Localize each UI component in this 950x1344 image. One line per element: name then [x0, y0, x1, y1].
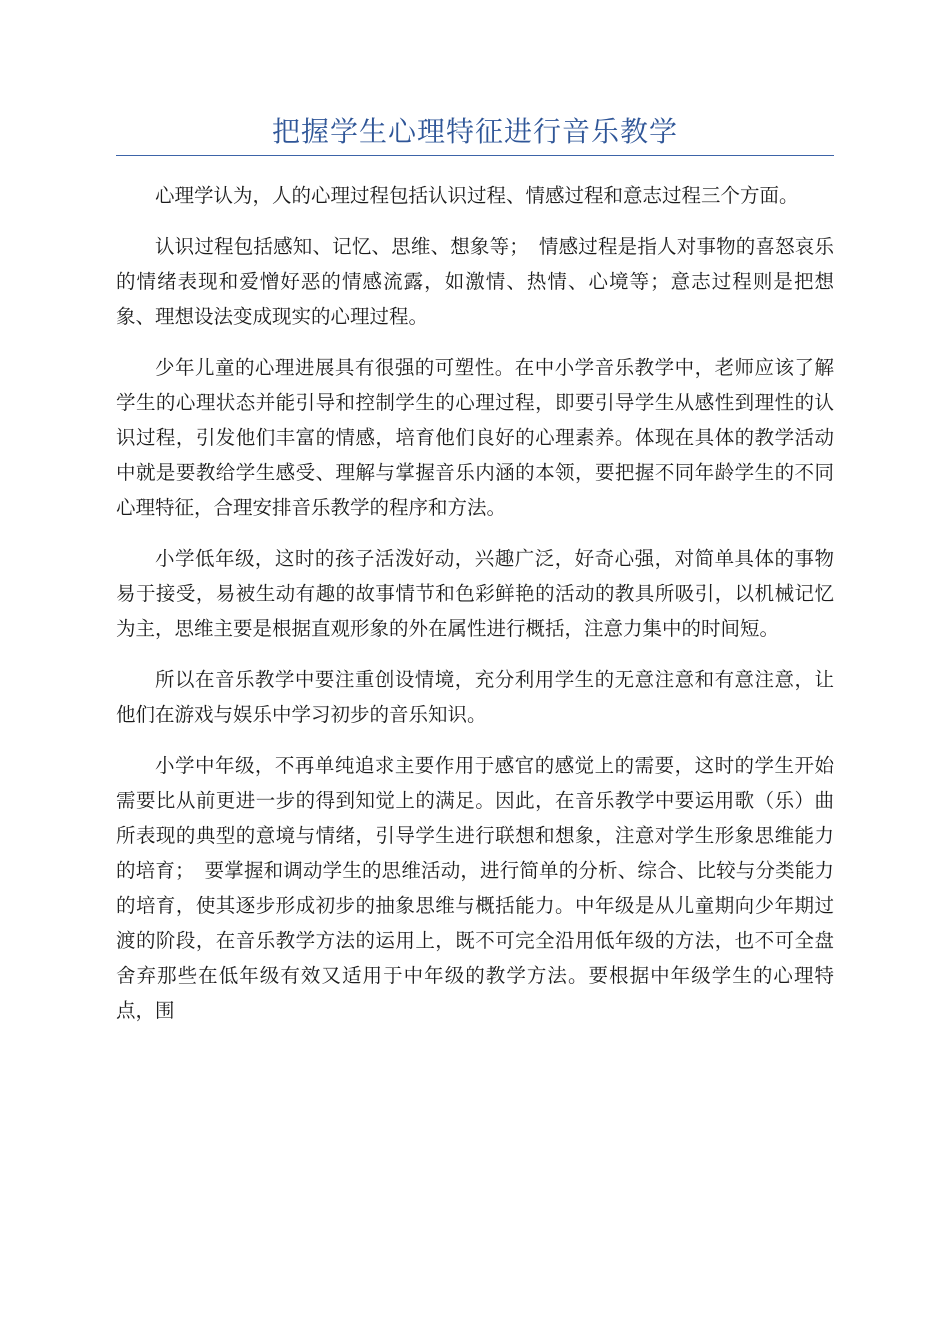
document-title: 把握学生心理特征进行音乐教学	[271, 115, 678, 148]
paragraph-2: 认识过程包括感知、记忆、思维、想象等； 情感过程是指人对事物的喜怒哀乐的情绪表现和爱憎好恶的情感流露，如激情、热情、心境等；意志过程则是把想象、理想设法变成现实的心理过程。	[116, 235, 834, 328]
paragraph-3: 少年儿童的心理进展具有很强的可塑性。在中小学音乐教学中，老师应该了解学生的心理状态并能引导和控制学生的心理过程，即要引导学生从感性到理性的认识过程，引发他们丰富的情感，培育他们良好的心理素养。体现在具体的教学活动中就是要教给学生感受、理解与掌握音乐内涵的本领，要把握不同年龄学生的不同心理特征，合理安排音乐教学的程序和方法。	[116, 356, 834, 519]
paragraph-6: 小学中年级，不再单纯追求主要作用于感官的感觉上的需要，这时的学生开始需要比从前更进一步的得到知觉上的满足。因此，在音乐教学中要运用歌（乐）曲所表现的典型的意境与情绪，引导学生进行联想和想象，注意对学生形象思维能力的培育； 要掌握和调动学生的思维活动，进行简单的分析、综合、比较与分类能力的培育，使其逐步形成初步的抽象思维与概括能力。中年级是从儿童期向少年期过渡的阶段，在音乐教学方法的运用上，既不可完全沿用低年级的方法，也不可全盘舍弃那些在低年级有效又适用于中年级的教学方法。要根据中年级学生的心理特点，围	[116, 754, 834, 1022]
document-body	[116, 178, 834, 1044]
paragraph-1: 心理学认为，人的心理过程包括认识过程、情感过程和意志过程三个方面。	[155, 184, 799, 207]
paragraph-4: 小学低年级，这时的孩子活泼好动，兴趣广泛，好奇心强，对简单具体的事物易于接受，易被生动有趣的故事情节和色彩鲜艳的活动的教具所吸引，以机械记忆为主，思维主要是根据直观形象的外在属性进行概括，注意力集中的时间短。	[116, 547, 834, 640]
title-underline	[116, 155, 834, 156]
paragraph-5: 所以在音乐教学中要注重创设情境，充分利用学生的无意注意和有意注意，让他们在游戏与娱乐中学习初步的音乐知识。	[116, 668, 834, 726]
